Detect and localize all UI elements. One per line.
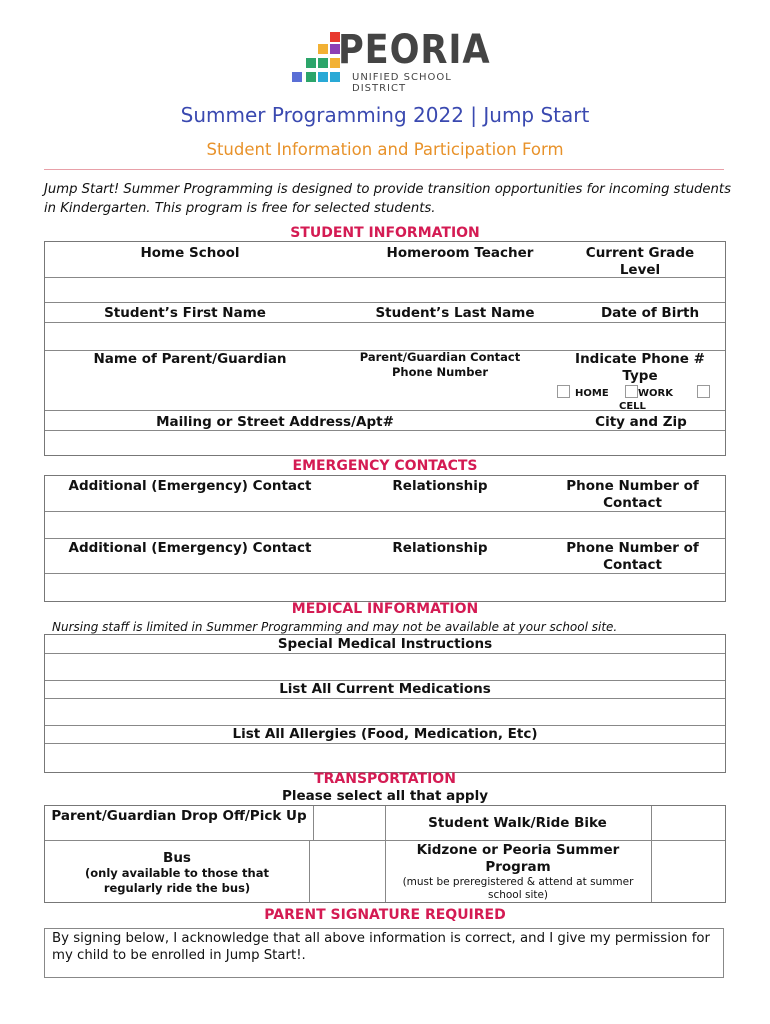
divider [44,169,724,170]
transportation-heading: TRANSPORTATION [314,771,456,787]
medications-field[interactable] [45,699,725,725]
intro-text: Jump Start! Summer Programming is designed to provide transition opportunities for incoming students in Kindergarten. This program is free for selected students. [44,182,731,216]
contact-phone-2-label: Phone Number of Contact [566,540,699,573]
home-phone-label: HOME [575,388,609,399]
kidzone-label: Kidzone or Peoria Summer Program [416,842,620,875]
medical-info-table [44,634,726,773]
relationship-2-label: Relationship [392,540,488,556]
student-info-table [44,241,726,456]
kidzone-note: (must be preregistered & attend at summer school site) [402,876,634,901]
homeroom-teacher-field[interactable] [335,278,585,302]
emergency-contact-2-field[interactable] [45,574,335,601]
parent-name-field[interactable] [45,382,335,410]
work-phone-label: WORK [638,388,673,399]
current-grade-label: Current Grade Level [585,245,695,278]
emergency-contact-1-field[interactable] [45,512,335,538]
city-zip-label: City and Zip [595,414,687,430]
allergies-label: List All Allergies (Food, Medication, Etc) [232,726,538,742]
logo-wordmark: PEORIA [338,27,491,73]
form-title: Summer Programming 2022 | Jump Start [180,103,590,127]
parent-phone-label: Parent/Guardian Contact Phone Number [359,350,521,379]
cell-phone-checkbox[interactable] [697,385,710,398]
dropoff-label: Parent/Guardian Drop Off/Pick Up [51,808,307,824]
logo-square [292,72,302,82]
logo-square [318,72,328,82]
first-name-field[interactable] [45,323,335,350]
bus-label: Bus [163,850,191,866]
relationship-2-field[interactable] [335,574,545,601]
dob-label: Date of Birth [600,305,700,321]
logo-subtitle: UNIFIED SCHOOL DISTRICT [352,72,452,94]
parent-phone-field[interactable] [335,382,545,410]
parent-name-label: Name of Parent/Guardian [93,351,287,367]
home-school-label: Home School [140,245,240,261]
address-label: Mailing or Street Address/Apt# [156,414,394,430]
contact-phone-1-label: Phone Number of Contact [566,478,699,511]
contact-phone-2-field[interactable] [545,574,725,601]
address-field[interactable] [45,431,545,455]
emergency-contact-2-label: Additional (Emergency) Contact [68,540,312,556]
phone-type-label: Indicate Phone # Type [575,351,705,384]
home-phone-checkbox[interactable] [557,385,570,398]
bus-note: (only available to those that regularly ride the bus) [85,866,269,895]
medical-info-heading: MEDICAL INFORMATION [291,601,479,617]
special-instructions-label: Special Medical Instructions [277,636,493,652]
emergency-contact-1-label: Additional (Emergency) Contact [68,478,312,494]
form-subtitle: Student Information and Participation Form [206,140,564,159]
relationship-1-label: Relationship [392,478,488,494]
special-instructions-field[interactable] [45,654,725,680]
medications-label: List All Current Medications [279,681,491,697]
relationship-1-field[interactable] [335,512,545,538]
city-zip-field[interactable] [545,431,725,455]
signature-statement: By signing below, I acknowledge that all above information is correct, and I give my permission for my child to be enrolled in Jump Start!. [52,931,710,963]
logo-square [306,58,316,68]
logo-square [318,58,328,68]
current-grade-field[interactable] [585,278,725,302]
emergency-contacts-table [44,475,726,602]
logo-square [306,72,316,82]
dob-field[interactable] [585,323,725,350]
last-name-field[interactable] [335,323,585,350]
walk-bike-label: Student Walk/Ride Bike [428,815,607,831]
home-school-field[interactable] [45,278,335,302]
last-name-label: Student’s Last Name [375,305,535,321]
transportation-table [44,805,726,903]
walk-bike-checkbox[interactable] [652,807,725,840]
emergency-contacts-heading: EMERGENCY CONTACTS [292,458,478,474]
transportation-instruction: Please select all that apply [281,788,489,804]
dropoff-checkbox[interactable] [314,807,384,840]
nursing-note: Nursing staff is limited in Summer Programming and may not be available at your school site. [52,620,618,634]
district-logo [290,27,491,94]
contact-phone-1-field[interactable] [545,512,725,538]
student-info-heading: STUDENT INFORMATION [290,225,480,241]
homeroom-teacher-label: Homeroom Teacher [386,245,534,261]
allergies-field[interactable] [45,744,725,772]
bus-checkbox[interactable] [310,841,385,902]
kidzone-checkbox[interactable] [652,841,725,902]
logo-square [318,44,328,54]
work-phone-checkbox[interactable] [625,385,638,398]
first-name-label: Student’s First Name [104,305,266,321]
cell-phone-label: CELL [619,401,646,412]
signature-heading: PARENT SIGNATURE REQUIRED [264,907,506,923]
